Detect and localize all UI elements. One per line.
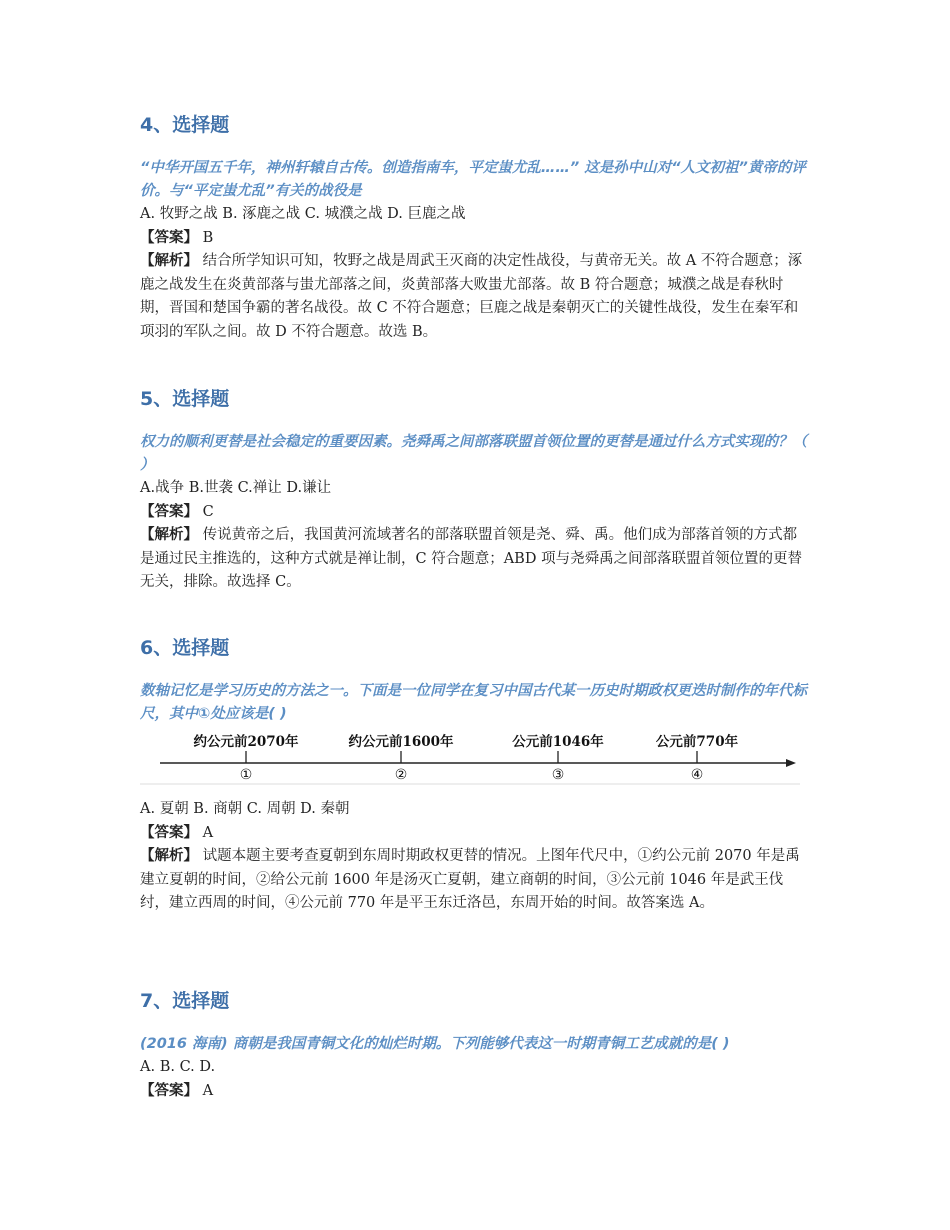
analysis-text: 传说黄帝之后，我国黄河流域著名的部落联盟首领是尧、舜、禹。他们成为部落首领的方式都是通过民主推选的，这种方式就是禅让制，C 符合题意；ABD 项与尧舜禹之间部落联盟首领位置的更替无关，排除。故选择 C。 xyxy=(140,527,803,590)
timeline-marker: ① xyxy=(239,767,253,783)
question-title: 6、选择题 xyxy=(140,637,230,659)
answer-line xyxy=(140,501,810,525)
timeline-label: 公元前770年 xyxy=(655,734,739,750)
answer-line xyxy=(140,822,810,846)
question-stem: 数轴记忆是学习历史的方法之一。下面是一位同学在复习中国古代某一历史时期政权更迭时制作的年代标尺，其中①处应该是( ) xyxy=(140,683,807,722)
timeline-svg xyxy=(140,730,800,786)
question-stem: (2016 海南) 商朝是我国青铜文化的灿烂时期。下列能够代表这一时期青铜工艺成就的是( ) xyxy=(140,1036,730,1052)
question-options: A. 牧野之战 B. 涿鹿之战 C. 城濮之战 D. 巨鹿之战 xyxy=(140,206,466,222)
question-5 xyxy=(140,384,810,595)
analysis-tag: 【解析】 xyxy=(140,848,198,864)
analysis-line xyxy=(140,524,810,595)
answer-line xyxy=(140,227,810,251)
question-4 xyxy=(140,110,810,344)
timeline-label: 约公元前1600年 xyxy=(348,734,454,750)
question-6 xyxy=(140,633,810,916)
answer-tag: 【答案】 xyxy=(140,229,198,246)
question-title: 7、选择题 xyxy=(140,990,230,1012)
timeline-marker: ④ xyxy=(690,767,704,783)
timeline-marker: ② xyxy=(394,767,408,783)
answer-value: B xyxy=(202,229,214,246)
analysis-line xyxy=(140,250,810,344)
answer-value: A xyxy=(202,824,214,841)
question-options: A. B. C. D. xyxy=(140,1059,216,1075)
analysis-tag: 【解析】 xyxy=(140,527,198,543)
question-title: 5、选择题 xyxy=(140,388,230,410)
answer-value: C xyxy=(202,503,214,520)
timeline-arrow-icon xyxy=(786,759,796,767)
timeline-figure xyxy=(140,730,800,786)
timeline-marker: ③ xyxy=(551,767,565,783)
analysis-text: 试题本题主要考查夏朝到东周时期政权更替的情况。上图年代尺中，①约公元前 2070 年是禹建立夏朝的时间，②给公元前 1600 年是汤灭亡夏朝，建立商朝的时间，③公元前 1046 年是武王伐纣，建立西周的时间，④公元前 770 年是平王东迁洛邑，东周开始的时间。故答案选 A。 xyxy=(140,848,800,911)
answer-line xyxy=(140,1080,810,1104)
answer-tag: 【答案】 xyxy=(140,1082,198,1099)
analysis-line xyxy=(140,845,810,916)
analysis-tag: 【解析】 xyxy=(140,253,198,269)
answer-tag: 【答案】 xyxy=(140,824,198,841)
question-options: A.战争 B.世袭 C.禅让 D.谦让 xyxy=(140,480,332,496)
question-7 xyxy=(140,986,810,1103)
timeline-label: 公元前1046年 xyxy=(512,734,604,750)
analysis-text: 结合所学知识可知，牧野之战是周武王灭商的决定性战役，与黄帝无关。故 A 不符合题意；涿鹿之战发生在炎黄部落与蚩尤部落之间，炎黄部落大败蚩尤部落。故 B 符合题意；城濮之战是春秋时期，晋国和楚国争霸的著名战役。故 C 不符合题意；巨鹿之战是秦朝灭亡的关键性战役，发生在秦军和项羽的军队之间。故 D 不符合题意。故选 B。 xyxy=(140,253,803,340)
question-options: A. 夏朝 B. 商朝 C. 周朝 D. 秦朝 xyxy=(140,801,350,817)
question-stem: 权力的顺利更替是社会稳定的重要因素。尧舜禹之间部落联盟首领位置的更替是通过什么方式实现的？（ ） xyxy=(140,434,807,473)
question-stem: “中华开国五千年，神州轩辕自古传。创造指南车，平定蚩尤乱……” 这是孙中山对“人文初祖”黄帝的评价。与“平定蚩尤乱”有关的战役是 xyxy=(140,160,806,199)
answer-value: A xyxy=(202,1082,214,1099)
timeline-label: 约公元前2070年 xyxy=(193,734,299,750)
answer-tag: 【答案】 xyxy=(140,503,198,520)
question-title: 4、选择题 xyxy=(140,114,230,136)
